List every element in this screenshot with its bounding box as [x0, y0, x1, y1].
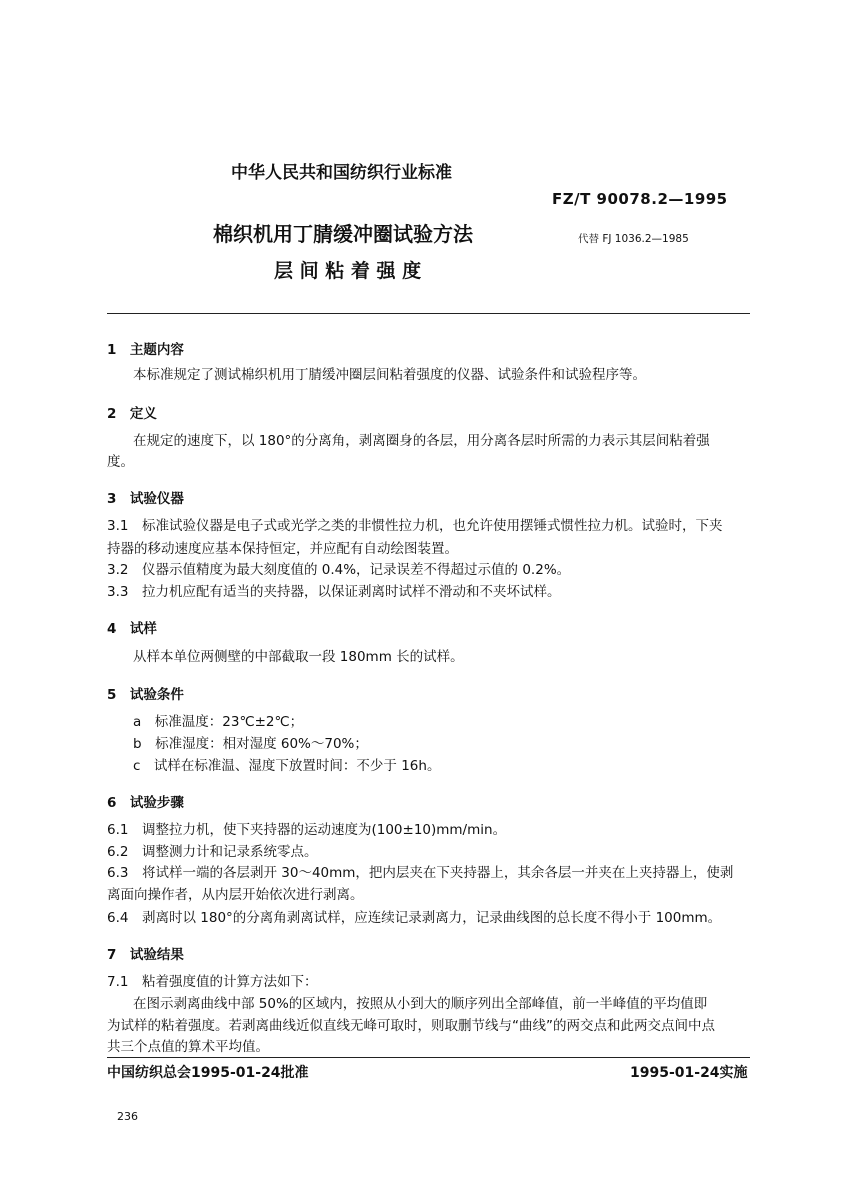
section-3-heading: 3 试验仪器: [107, 491, 184, 507]
footer-rule: [107, 1057, 750, 1058]
clause-3-3: 3.3 拉力机应配有适当的夹持器，以保证剥离时试样不滑动和不夹坏试样。: [107, 584, 561, 600]
section-4-paragraph: 从样本单位两侧壁的中部截取一段 180mm 长的试样。: [133, 649, 464, 665]
section-5-heading: 5 试验条件: [107, 687, 184, 703]
section-7-heading: 7 试验结果: [107, 947, 184, 963]
header-rule: [107, 313, 750, 314]
section-1-heading: 1 主题内容: [107, 342, 184, 358]
condition-item-c: c 试样在标准温、湿度下放置时间：不少于 16h。: [133, 758, 441, 774]
clause-7-1-paragraph-line: 为试样的粘着强度。若剥离曲线近似直线无峰可取时，则取删节线与“曲线”的两交点和此两交点间中点: [107, 1018, 715, 1034]
document-subtitle: 层 间 粘 着 强 度: [274, 260, 422, 282]
clause-7-1-paragraph-line: 在图示剥离曲线中部 50%的区域内，按照从小到大的顺序列出全部峰值，前一半峰值的平均值即: [133, 996, 708, 1012]
standard-number: FZ/T 90078.2—1995: [552, 190, 728, 208]
clause-7-1: 7.1 粘着强度值的计算方法如下：: [107, 974, 318, 990]
section-4-heading: 4 试样: [107, 621, 157, 637]
clause-3-1-line: 持器的移动速度应基本保持恒定，并应配有自动绘图装置。: [107, 541, 458, 557]
clause-6-1: 6.1 调整拉力机，使下夹持器的运动速度为(100±10)mm/min。: [107, 822, 507, 838]
section-1-paragraph: 本标准规定了测试棉织机用丁腈缓冲圈层间粘着强度的仪器、试验条件和试验程序等。: [133, 367, 646, 383]
condition-item-a: a 标准温度：23℃±2℃；: [133, 714, 304, 730]
clause-7-1-paragraph-line: 共三个点值的算术平均值。: [107, 1039, 269, 1055]
section-2-paragraph-line: 度。: [107, 454, 134, 470]
section-2-heading: 2 定义: [107, 406, 157, 422]
approval-line: 中国纺织总会1995-01-24批准: [107, 1065, 309, 1081]
clause-3-1-line: 3.1 标准试验仪器是电子式或光学之类的非惯性拉力机，也允许使用摆锤式惯性拉力机。试验时，下夹: [107, 518, 723, 534]
clause-6-2: 6.2 调整测力计和记录系统零点。: [107, 844, 318, 860]
effective-date: 1995-01-24实施: [630, 1065, 748, 1081]
clause-6-3-line: 离面向操作者，从内层开始依次进行剥离。: [107, 887, 364, 903]
replaces-note: 代替 FJ 1036.2—1985: [578, 233, 689, 245]
section-6-heading: 6 试验步骤: [107, 795, 184, 811]
document-title: 棉织机用丁腈缓冲圈试验方法: [213, 222, 473, 246]
clause-6-3-line: 6.3 将试样一端的各层剥开 30～40mm，把内层夹在下夹持器上，其余各层一并夹在上夹持器上，使剥: [107, 865, 734, 881]
page-number: 236: [117, 1110, 138, 1123]
condition-item-b: b 标准湿度：相对湿度 60%～70%；: [133, 736, 368, 752]
clause-3-2: 3.2 仪器示值精度为最大刻度值的 0.4%，记录误差不得超过示值的 0.2%。: [107, 562, 571, 578]
clause-6-4: 6.4 剥离时以 180°的分离角剥离试样，应连续记录剥离力，记录曲线图的总长度不得小于 100mm。: [107, 910, 722, 926]
org-title: 中华人民共和国纺织行业标准: [231, 163, 452, 183]
section-2-paragraph-line: 在规定的速度下，以 180°的分离角，剥离圈身的各层，用分离各层时所需的力表示其层间粘着强: [133, 433, 710, 449]
